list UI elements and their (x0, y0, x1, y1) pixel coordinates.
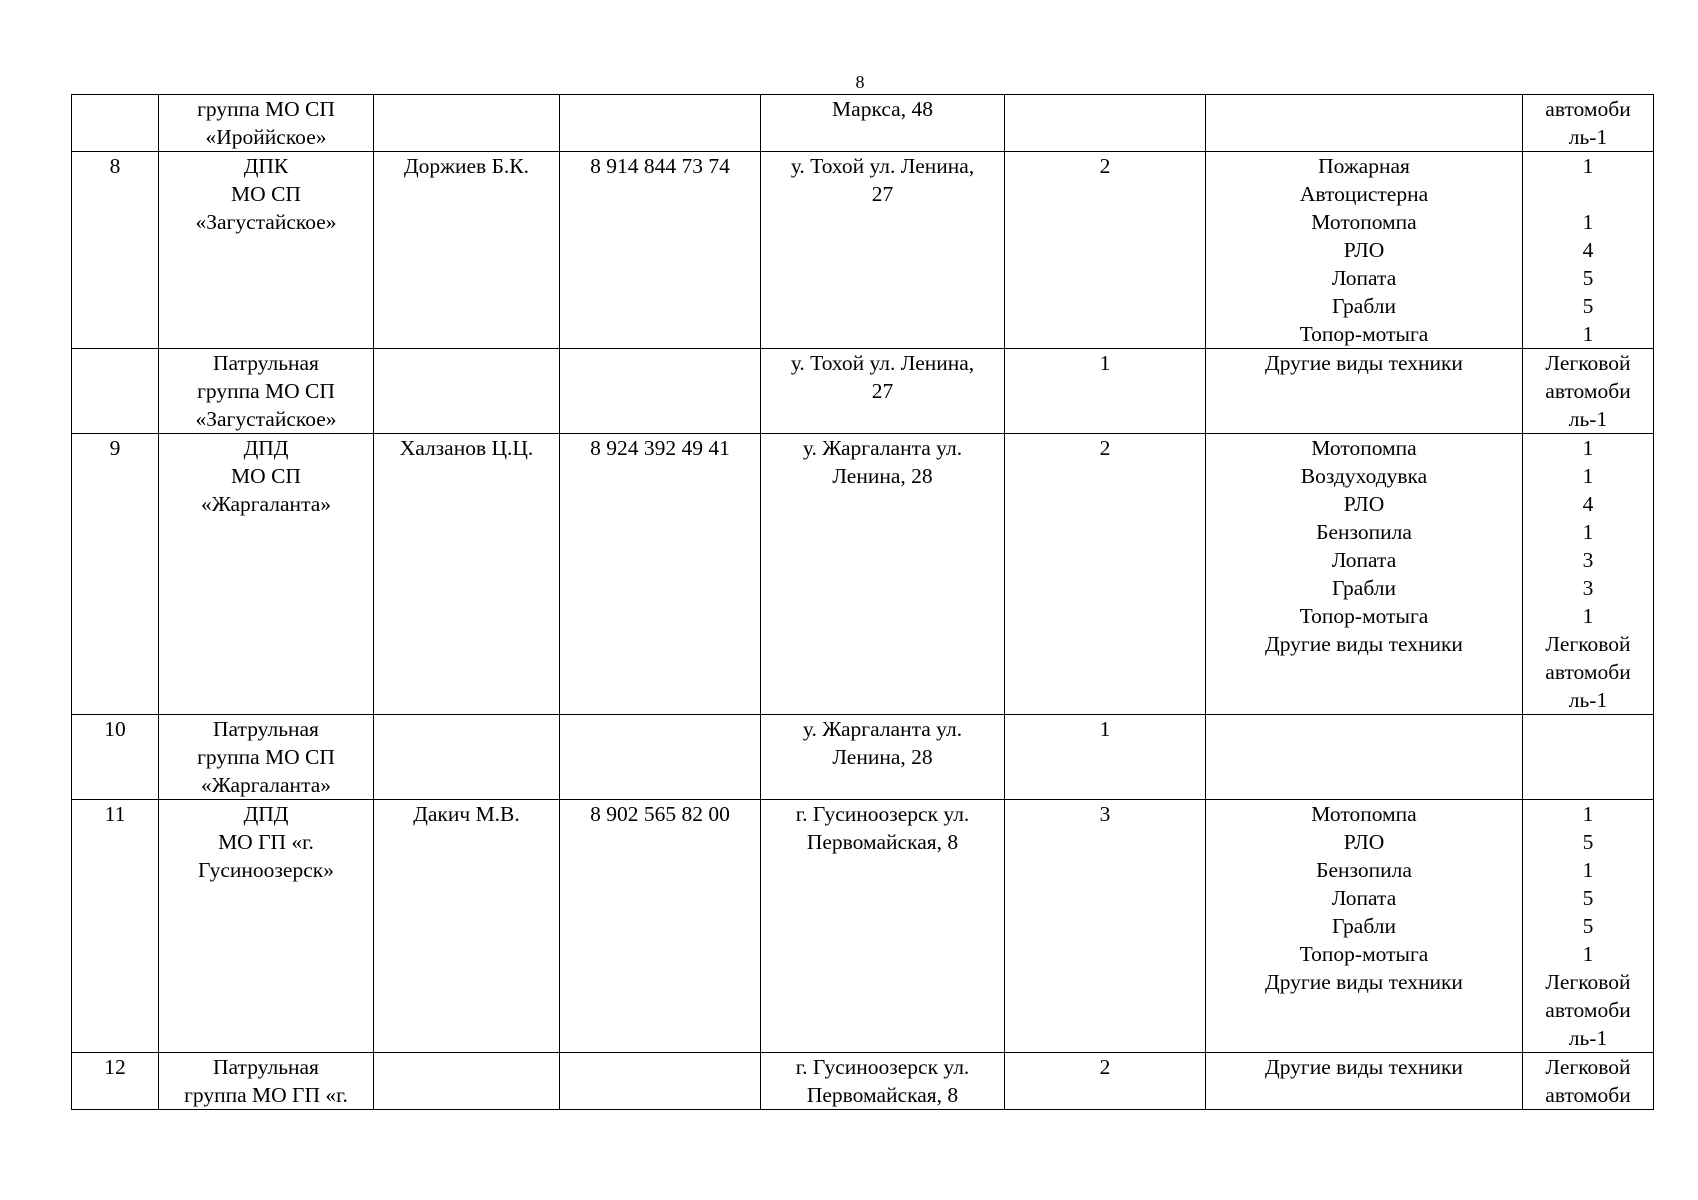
cell-text-line: Первомайская, 8 (806, 830, 959, 854)
table-row (72, 800, 1654, 1053)
page-number: 8 (855, 72, 865, 92)
cell-text-line: Лопата (1331, 886, 1397, 910)
address-cell (761, 152, 1005, 349)
cell-text-line: 12 (104, 1055, 126, 1079)
staff-count-cell (1005, 715, 1206, 800)
table-row (72, 95, 1654, 152)
cell-text-line: Первомайская, 8 (806, 1083, 959, 1107)
cell-text-line: «Жаргаланта» (200, 773, 332, 797)
cell-text-line: Гусиноозерск» (198, 858, 334, 882)
cell-text-line: «Загустайское» (195, 407, 337, 431)
cell-text-line: Другие виды техники (1265, 351, 1463, 375)
cell-text-line: Грабли (1331, 576, 1396, 600)
cell-text-line: 2 (1099, 1055, 1111, 1079)
cell-text-line: 2 (1099, 154, 1111, 178)
cell-text-line: Лопата (1331, 266, 1397, 290)
address-cell (761, 349, 1005, 434)
cell-text-line: Бензопила (1316, 858, 1412, 882)
cell-text-line: 1 (1582, 520, 1594, 544)
cell-text-line: 1 (1582, 154, 1594, 178)
cell-text-line (374, 1053, 559, 1081)
cell-text-line: группа МО СП (197, 745, 335, 769)
cell-text-line: 1 (1582, 322, 1594, 346)
equipment-count-cell (1523, 434, 1654, 715)
cell-text-line: у. Тохой ул. Ленина, (790, 154, 975, 178)
cell-text-line: автомоби (1545, 660, 1631, 684)
cell-text-line: Автоцистерна (1299, 182, 1429, 206)
cell-text-line: 1 (1582, 436, 1594, 460)
cell-text-line: 4 (1582, 238, 1594, 262)
cell-text-line: Легковой (1545, 632, 1631, 656)
equipment-count-cell (1523, 715, 1654, 800)
address-cell (761, 715, 1005, 800)
cell-text-line: ДПК (243, 154, 289, 178)
cell-text-line: Грабли (1331, 294, 1396, 318)
row-number-cell (72, 800, 159, 1053)
phone-cell (560, 152, 761, 349)
cell-text-line: у. Жаргаланта ул. (802, 717, 963, 741)
cell-text-line: г. Гусиноозерск ул. (795, 802, 970, 826)
address-cell (761, 434, 1005, 715)
cell-text-line: 1 (1099, 351, 1111, 375)
cell-text-line: автомоби (1545, 97, 1631, 121)
table-row (72, 349, 1654, 434)
table-row (72, 152, 1654, 349)
cell-text-line (560, 1053, 760, 1081)
cell-text-line: Пожарная (1318, 154, 1410, 178)
cell-text-line: Ленина, 28 (832, 745, 933, 769)
cell-text-line: «Ироййское» (205, 125, 327, 149)
cell-text-line: у. Тохой ул. Ленина, (790, 351, 975, 375)
cell-text-line: Патрульная (213, 1055, 319, 1079)
cell-text-line: Патрульная (213, 717, 319, 741)
row-number-cell (72, 1053, 159, 1110)
unit-name-cell (159, 152, 374, 349)
cell-text-line: Ленина, 28 (832, 464, 933, 488)
cell-text-line: Доржиев Б.К. (403, 154, 530, 178)
address-cell (761, 95, 1005, 152)
head-name-cell (374, 800, 560, 1053)
cell-text-line: Бензопила (1316, 520, 1412, 544)
cell-text-line: 8 (109, 154, 121, 178)
cell-text-line: МО СП (231, 182, 301, 206)
cell-text-line: Легковой (1545, 1055, 1631, 1079)
fire-brigade-table (71, 94, 1654, 1110)
cell-text-line: 3 (1099, 802, 1111, 826)
cell-text-line: «Загустайское» (195, 210, 337, 234)
equipment-cell (1206, 152, 1523, 349)
staff-count-cell (1005, 800, 1206, 1053)
cell-text-line: 8 924 392 49 41 (590, 436, 730, 460)
cell-text-line: 1 (1099, 717, 1111, 741)
cell-text-line: Топор-мотыга (1299, 942, 1429, 966)
equipment-count-cell (1523, 349, 1654, 434)
cell-text-line: ДПД (243, 436, 289, 460)
cell-text-line (374, 715, 559, 743)
unit-name-cell (159, 1053, 374, 1110)
head-name-cell (374, 1053, 560, 1110)
cell-text-line: г. Гусиноозерск ул. (795, 1055, 970, 1079)
cell-text-line: РЛО (1343, 492, 1385, 516)
head-name-cell (374, 349, 560, 434)
cell-text-line: РЛО (1343, 830, 1385, 854)
equipment-cell (1206, 349, 1523, 434)
cell-text-line: 27 (871, 182, 894, 206)
cell-text-line (1005, 95, 1205, 123)
unit-name-cell (159, 95, 374, 152)
cell-text-line (1523, 180, 1653, 208)
cell-text-line: автомоби (1545, 1083, 1631, 1107)
cell-text-line: МО ГП «г. (218, 830, 314, 854)
cell-text-line: 1 (1582, 942, 1594, 966)
staff-count-cell (1005, 152, 1206, 349)
cell-text-line: Другие виды техники (1265, 632, 1463, 656)
cell-text-line: 5 (1582, 294, 1594, 318)
cell-text-line: ль-1 (1568, 125, 1608, 149)
equipment-cell (1206, 434, 1523, 715)
cell-text-line (1523, 715, 1653, 743)
cell-text-line (72, 349, 158, 377)
unit-name-cell (159, 715, 374, 800)
staff-count-cell (1005, 434, 1206, 715)
cell-text-line: 8 914 844 73 74 (590, 154, 730, 178)
cell-text-line: Грабли (1331, 914, 1396, 938)
equipment-count-cell (1523, 1053, 1654, 1110)
equipment-cell (1206, 1053, 1523, 1110)
cell-text-line: группа МО ГП «г. (184, 1083, 348, 1107)
cell-text-line: «Жаргаланта» (200, 492, 332, 516)
cell-text-line: Патрульная (213, 351, 319, 375)
cell-text-line: 5 (1582, 266, 1594, 290)
cell-text-line: группа МО СП (197, 379, 335, 403)
cell-text-line (560, 349, 760, 377)
cell-text-line: Мотопомпа (1311, 802, 1417, 826)
equipment-cell (1206, 95, 1523, 152)
cell-text-line: 3 (1582, 576, 1594, 600)
table-body (72, 95, 1654, 1110)
cell-text-line (374, 349, 559, 377)
row-number-cell (72, 95, 159, 152)
row-number-cell (72, 715, 159, 800)
cell-text-line: 1 (1582, 858, 1594, 882)
cell-text-line: ль-1 (1568, 1026, 1608, 1050)
unit-name-cell (159, 349, 374, 434)
table-row (72, 1053, 1654, 1110)
cell-text-line: 27 (871, 379, 894, 403)
staff-count-cell (1005, 1053, 1206, 1110)
cell-text-line: Воздуходувка (1300, 464, 1428, 488)
cell-text-line: 1 (1582, 464, 1594, 488)
cell-text-line: Лопата (1331, 548, 1397, 572)
cell-text-line: МО СП (231, 464, 301, 488)
head-name-cell (374, 715, 560, 800)
cell-text-line: 10 (104, 717, 126, 741)
head-name-cell (374, 434, 560, 715)
staff-count-cell (1005, 349, 1206, 434)
phone-cell (560, 434, 761, 715)
cell-text-line: автомоби (1545, 379, 1631, 403)
cell-text-line: 1 (1582, 802, 1594, 826)
cell-text-line: Топор-мотыга (1299, 322, 1429, 346)
cell-text-line: Легковой (1545, 970, 1631, 994)
cell-text-line: 2 (1099, 436, 1111, 460)
cell-text-line: 3 (1582, 548, 1594, 572)
cell-text-line: Другие виды техники (1265, 1055, 1463, 1079)
row-number-cell (72, 152, 159, 349)
head-name-cell (374, 152, 560, 349)
cell-text-line: Маркса, 48 (832, 97, 933, 121)
head-name-cell (374, 95, 560, 152)
phone-cell (560, 800, 761, 1053)
cell-text-line: Легковой (1545, 351, 1631, 375)
equipment-cell (1206, 715, 1523, 800)
cell-text-line: Мотопомпа (1311, 210, 1417, 234)
equipment-cell (1206, 800, 1523, 1053)
cell-text-line: 5 (1582, 886, 1594, 910)
cell-text-line: у. Жаргаланта ул. (802, 436, 963, 460)
cell-text-line: 1 (1582, 604, 1594, 628)
address-cell (761, 800, 1005, 1053)
cell-text-line: 1 (1582, 210, 1594, 234)
cell-text-line (374, 95, 559, 123)
row-number-cell (72, 434, 159, 715)
cell-text-line: автомоби (1545, 998, 1631, 1022)
cell-text-line: 5 (1582, 914, 1594, 938)
unit-name-cell (159, 800, 374, 1053)
table-row (72, 715, 1654, 800)
cell-text-line (1206, 95, 1522, 123)
phone-cell (560, 715, 761, 800)
cell-text-line: ль-1 (1568, 407, 1608, 431)
cell-text-line: Халзанов Ц.Ц. (399, 436, 534, 460)
phone-cell (560, 95, 761, 152)
table-row (72, 434, 1654, 715)
staff-count-cell (1005, 95, 1206, 152)
cell-text-line (560, 715, 760, 743)
row-number-cell (72, 349, 159, 434)
cell-text-line: РЛО (1343, 238, 1385, 262)
cell-text-line (560, 95, 760, 123)
cell-text-line: группа МО СП (197, 97, 335, 121)
phone-cell (560, 1053, 761, 1110)
equipment-count-cell (1523, 800, 1654, 1053)
cell-text-line (1206, 715, 1522, 743)
cell-text-line: Другие виды техники (1265, 970, 1463, 994)
cell-text-line: 8 902 565 82 00 (590, 802, 730, 826)
phone-cell (560, 349, 761, 434)
cell-text-line: ДПД (243, 802, 289, 826)
cell-text-line: Топор-мотыга (1299, 604, 1429, 628)
cell-text-line (72, 95, 158, 123)
unit-name-cell (159, 434, 374, 715)
cell-text-line: ль-1 (1568, 688, 1608, 712)
equipment-count-cell (1523, 95, 1654, 152)
equipment-count-cell (1523, 152, 1654, 349)
cell-text-line: 11 (104, 802, 126, 826)
address-cell (761, 1053, 1005, 1110)
cell-text-line: Дакич М.В. (413, 802, 520, 826)
cell-text-line: 4 (1582, 492, 1594, 516)
cell-text-line: Мотопомпа (1311, 436, 1417, 460)
cell-text-line: 9 (109, 436, 121, 460)
cell-text-line: 5 (1582, 830, 1594, 854)
